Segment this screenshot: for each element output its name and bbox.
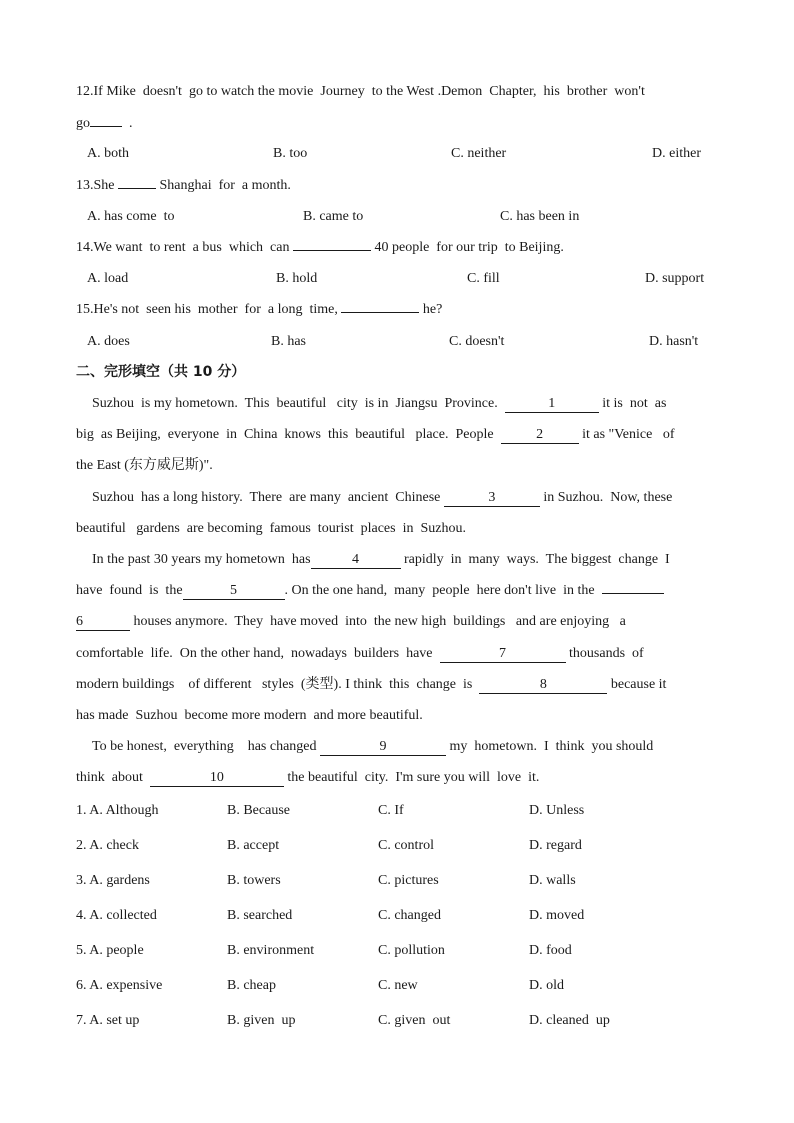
option-c: C. has been in xyxy=(500,209,580,224)
cloze-option-a: 4. A. collected xyxy=(76,908,157,923)
passage-line: modern buildings of different styles (类型). I think this change is 8 because it xyxy=(76,677,667,692)
cloze-option-b: B. searched xyxy=(227,908,293,923)
cloze-option-d: D. old xyxy=(529,978,564,993)
cloze-option-c: C. pictures xyxy=(378,873,439,888)
cloze-option-b: B. accept xyxy=(227,838,280,853)
option-c: C. fill xyxy=(467,271,500,286)
cloze-option-c: C. new xyxy=(378,978,418,993)
passage-line: Suzhou is my hometown. This beautiful city is in Jiangsu Province. 1 it is not as xyxy=(92,396,667,411)
cloze-option-d: D. Unless xyxy=(529,803,585,818)
option-a: A. both xyxy=(87,146,129,161)
cloze-option-b: B. cheap xyxy=(227,978,276,993)
passage-line: Suzhou has a long history. There are many ancient Chinese 3 in Suzhou. Now, these xyxy=(92,490,673,505)
option-b: B. has xyxy=(271,334,306,349)
cloze-option-c: C. given out xyxy=(378,1013,451,1028)
passage-line: beautiful gardens are becoming famous tourist places in Suzhou. xyxy=(76,521,466,536)
question-12-text-cont: go . xyxy=(76,116,133,131)
cloze-blank-6-start xyxy=(602,593,664,594)
question-13-text: 13.She Shanghai for a month. xyxy=(76,178,291,193)
cloze-option-d: D. walls xyxy=(529,873,576,888)
option-c: C. doesn't xyxy=(449,334,505,349)
passage-line: think about 10 the beautiful city. I'm sure you will love it. xyxy=(76,770,540,785)
option-c: C. neither xyxy=(451,146,507,161)
answer-blank xyxy=(293,250,371,251)
cloze-blank-3: 3 xyxy=(444,490,540,507)
option-a: A. does xyxy=(87,334,130,349)
option-a: A. has come to xyxy=(87,209,175,224)
answer-blank xyxy=(90,126,122,127)
passage-line: has made Suzhou become more modern and more beautiful. xyxy=(76,708,423,723)
cloze-blank-1: 1 xyxy=(505,396,599,413)
cloze-option-b: B. environment xyxy=(227,943,315,958)
option-b: B. hold xyxy=(276,271,318,286)
cloze-blank-5: 5 xyxy=(183,583,285,600)
cloze-option-c: C. control xyxy=(378,838,434,853)
cloze-option-a: 7. A. set up xyxy=(76,1013,140,1028)
cloze-option-d: D. regard xyxy=(529,838,582,853)
question-14-text: 14.We want to rent a bus which can 40 people for our trip to Beijing. xyxy=(76,240,564,255)
cloze-option-d: D. moved xyxy=(529,908,585,923)
option-d: D. support xyxy=(645,271,705,286)
passage-line: In the past 30 years my hometown has 4 rapidly in many ways. The biggest change I xyxy=(92,552,670,567)
cloze-option-a: 2. A. check xyxy=(76,838,139,853)
cloze-option-a: 3. A. gardens xyxy=(76,873,150,888)
question-12-text: 12.If Mike doesn't go to watch the movie Journey to the West .Demon Chapter, his brother won't xyxy=(76,84,645,99)
passage-line: comfortable life. On the other hand, nowadays builders have 7 thousands of xyxy=(76,646,644,661)
answer-blank xyxy=(118,188,156,189)
cloze-blank-9: 9 xyxy=(320,739,446,756)
cloze-option-a: 6. A. expensive xyxy=(76,978,163,993)
cloze-option-c: C. pollution xyxy=(378,943,445,958)
answer-blank xyxy=(341,312,419,313)
cloze-option-b: B. Because xyxy=(227,803,290,818)
cloze-blank-7: 7 xyxy=(440,646,566,663)
option-b: B. too xyxy=(273,146,308,161)
cloze-option-b: B. towers xyxy=(227,873,281,888)
passage-line: big as Beijing, everyone in China knows this beautiful place. People 2 it as "Venice of xyxy=(76,427,675,442)
question-15-text: 15.He's not seen his mother for a long time, he? xyxy=(76,302,443,317)
cloze-option-c: C. If xyxy=(378,803,404,818)
cloze-option-d: D. food xyxy=(529,943,572,958)
cloze-option-c: C. changed xyxy=(378,908,441,923)
cloze-option-d: D. cleaned up xyxy=(529,1013,610,1028)
cloze-option-b: B. given up xyxy=(227,1013,296,1028)
option-d: D. hasn't xyxy=(649,334,699,349)
cloze-option-a: 5. A. people xyxy=(76,943,144,958)
cloze-blank-4: 4 xyxy=(311,552,401,569)
passage-line: have found is the 5 . On the one hand, many people here don't live in the xyxy=(76,582,664,600)
passage-line: the East (东方威尼斯)". xyxy=(76,458,213,473)
cloze-blank-6: 6 xyxy=(76,614,130,631)
section-title: 二、完形填空（共 10 分） xyxy=(76,364,246,380)
passage-line: 6 houses anymore. They have moved into the new high buildings and are enjoying a xyxy=(76,614,626,629)
passage-line: To be honest, everything has changed 9 my hometown. I think you should xyxy=(92,739,654,754)
cloze-option-a: 1. A. Although xyxy=(76,803,159,818)
option-d: D. either xyxy=(652,146,701,161)
cloze-blank-8: 8 xyxy=(479,677,607,694)
option-b: B. came to xyxy=(303,209,364,224)
option-a: A. load xyxy=(87,271,129,286)
cloze-blank-2: 2 xyxy=(501,427,579,444)
cloze-blank-10: 10 xyxy=(150,770,284,787)
